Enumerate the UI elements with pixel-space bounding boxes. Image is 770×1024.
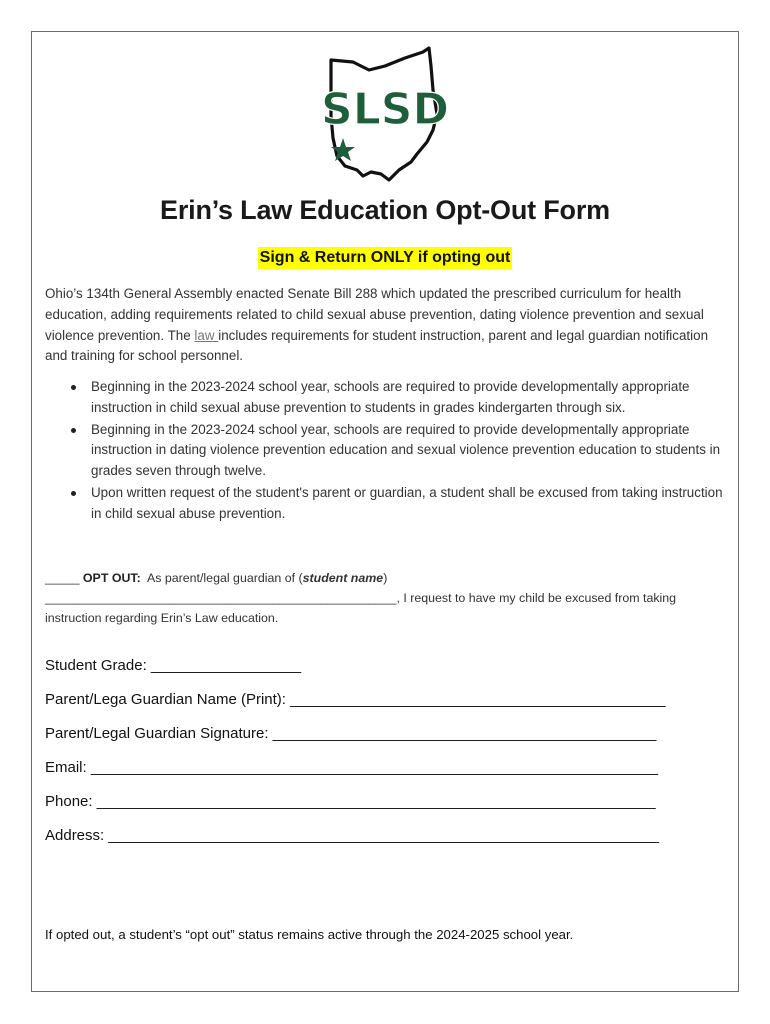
list-item-text: Beginning in the 2023-2024 school year, schools are required to provide developmentally appropriate instruction in child sexual abuse prevention to students in grades kindergarten through six.	[91, 379, 690, 415]
bullet-icon	[71, 385, 76, 390]
student-grade-field[interactable]: Student Grade: __________________	[45, 657, 302, 674]
logo-text: SLSD	[321, 84, 449, 135]
law-link[interactable]: law	[194, 327, 219, 343]
form-title: Erin’s Law Education Opt-Out Form	[160, 195, 610, 225]
opt-out-checkbox-blank[interactable]: _____	[45, 571, 80, 585]
opt-out-instruction: Sign & Return ONLY if opting out	[258, 247, 513, 269]
list-item	[45, 483, 729, 525]
guardian-signature-field[interactable]: Parent/Legal Guardian Signature: ______________________________________________	[45, 725, 657, 742]
list-item	[45, 377, 729, 419]
intro-paragraph	[45, 284, 729, 367]
opt-out-label: OPT OUT:	[82, 571, 141, 585]
opt-out-statement	[45, 568, 729, 628]
student-name-label: student name	[302, 571, 384, 585]
opt-out-text-2: ) ___________________________________________________, I request to have my child be excused from taking instruction regarding Erin’s Law education.	[45, 571, 677, 625]
address-field[interactable]: Address: __________________________________________________________________	[45, 827, 659, 844]
intro-text-after: includes requirements for student instruction, parent and legal guardian notification and training for school personnel.	[45, 327, 709, 364]
list-item-text: Beginning in the 2023-2024 school year, schools are required to provide developmentally appropriate instruction in dating violence prevention education and sexual violence prevention education to students in grades seven through twelve.	[91, 421, 721, 479]
requirements-list	[45, 377, 729, 526]
footer-note: If opted out, a student’s “opt out” status remains active through the 2024-2025 school year.	[45, 927, 574, 942]
guardian-name-field[interactable]: Parent/Lega Guardian Name (Print): _____________________________________________	[45, 691, 666, 708]
list-item	[45, 420, 729, 482]
email-field[interactable]: Email: ____________________________________________________________________	[45, 759, 659, 776]
signature-fields	[45, 655, 729, 859]
slsd-logo	[319, 46, 455, 184]
list-item-text: Upon written request of the student's parent or guardian, a student shall be excused from taking instruction in child sexual abuse prevention.	[91, 484, 723, 521]
form-page	[31, 31, 739, 992]
bullet-icon	[71, 428, 76, 433]
phone-field[interactable]: Phone: ___________________________________________________________________	[45, 793, 656, 810]
opt-out-text-1: As parent/legal guardian of (	[146, 571, 303, 585]
bullet-icon	[71, 491, 76, 496]
intro-text-before: Ohio’s 134th General Assembly enacted Senate Bill 288 which updated the prescribed curriculum for health education, adding requirements related to child sexual abuse prevention, dating violence prevention and sexual violence prevention. The	[45, 286, 704, 343]
